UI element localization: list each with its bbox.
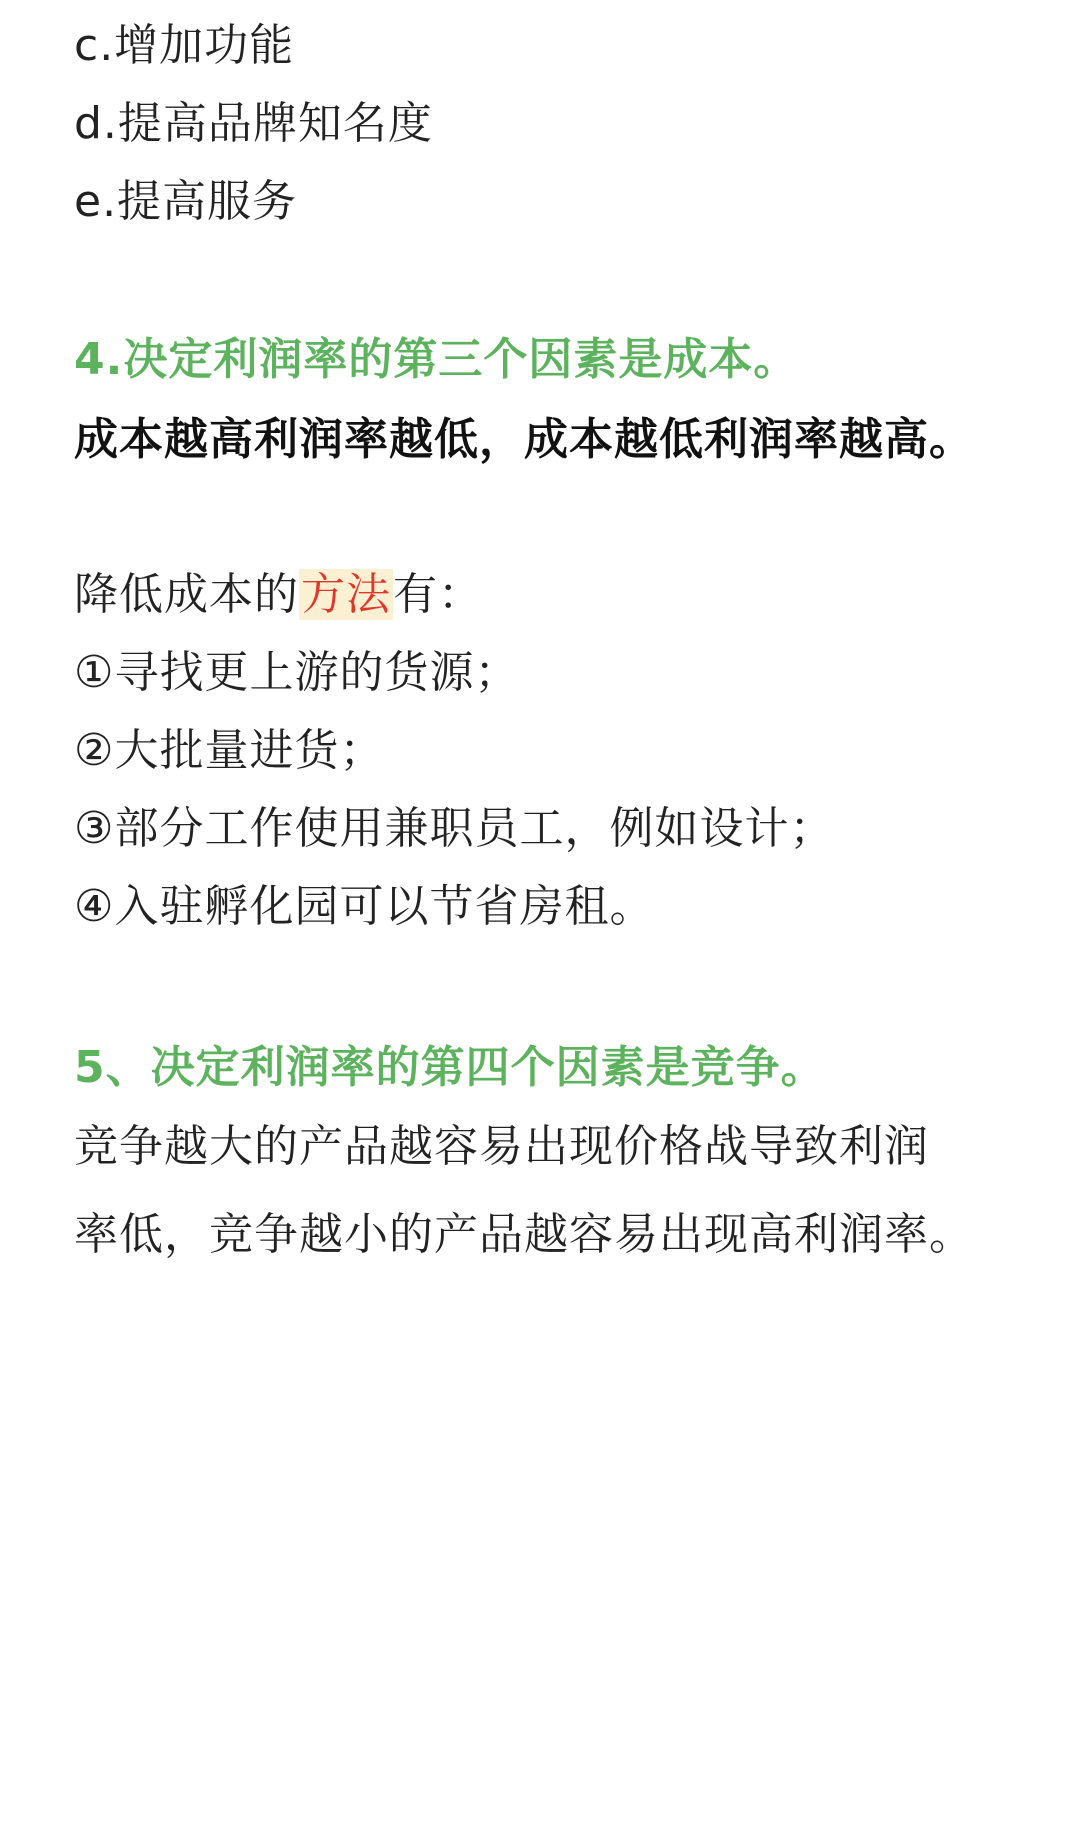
method-item-1: ①寻找更上游的货源； <box>74 647 520 698</box>
methods-intro <box>74 565 1040 625</box>
method-item-2: ②大批量进货； <box>74 725 385 776</box>
method-item-4: ④入驻孵化园可以节省房租。 <box>74 881 655 932</box>
section5-body-line-1: 竞争越大的产品越容易出现价格战导致利润 <box>74 1121 929 1172</box>
section5-heading: 5、决定利润率的第四个因素是竞争。 <box>74 1042 826 1093</box>
option-item-e: e.提高服务 <box>74 176 298 227</box>
section5-body-line-2: 率低，竞争越小的产品越容易出现高利润率。 <box>74 1209 974 1260</box>
method-item-3: ③部分工作使用兼职员工，例如设计； <box>74 803 835 854</box>
section4-statement: 成本越高利润率越低，成本越低利润率越高。 <box>74 414 974 465</box>
option-item-d: d.提高品牌知名度 <box>74 98 433 149</box>
section4-heading: 4.决定利润率的第三个因素是成本。 <box>74 334 799 385</box>
methods-intro-prefix: 降低成本的 <box>74 569 299 620</box>
highlighted-keyword: 方法 <box>301 569 391 620</box>
option-item-c: c.增加功能 <box>74 20 295 71</box>
methods-intro-suffix: 有： <box>393 569 483 620</box>
